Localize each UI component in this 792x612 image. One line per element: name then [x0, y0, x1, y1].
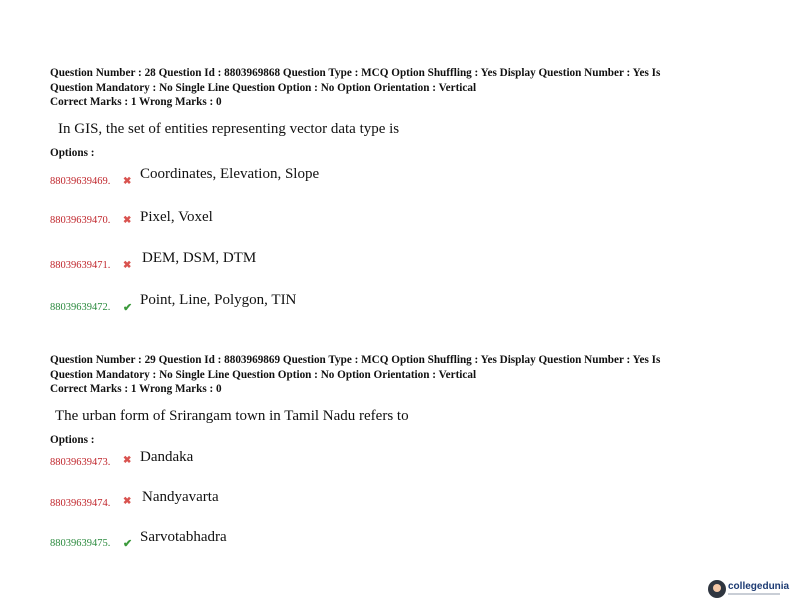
question-marks: Correct Marks : 1 Wrong Marks : 0	[50, 96, 222, 108]
option-id: 88039639475.	[50, 538, 111, 549]
cross-icon: ✖	[123, 455, 132, 466]
check-icon: ✔	[123, 538, 133, 550]
options-label: Options :	[50, 146, 95, 159]
option-id: 88039639472.	[50, 302, 111, 313]
option-text: Point, Line, Polygon, TIN	[140, 292, 297, 308]
option-text: Nandyavarta	[142, 489, 219, 505]
check-icon: ✔	[123, 302, 133, 314]
option-text: DEM, DSM, DTM	[142, 250, 257, 266]
option-text: Sarvotabhadra	[140, 529, 227, 545]
option-text: Dandaka	[140, 449, 194, 465]
question-meta	[50, 353, 740, 397]
student-avatar-icon	[708, 580, 726, 598]
cross-icon: ✖	[123, 215, 132, 226]
option-id: 88039639471.	[50, 260, 111, 271]
logo-tagline-bar	[728, 593, 780, 595]
question-marks: Correct Marks : 1 Wrong Marks : 0	[50, 383, 222, 395]
question-meta-line1: Question Number : 29 Question Id : 8803969869 Question Type : MCQ Option Shuffling : Yes Display Question Number : Yes Is	[50, 354, 661, 366]
option-text: Coordinates, Elevation, Slope	[140, 166, 320, 182]
option-id: 88039639469.	[50, 176, 111, 187]
cross-icon: ✖	[123, 176, 132, 187]
question-block-28	[50, 66, 740, 326]
question-meta	[50, 66, 740, 110]
option-text: Pixel, Voxel	[140, 209, 213, 225]
cross-icon: ✖	[123, 496, 132, 507]
options-label: Options :	[50, 433, 95, 446]
cross-icon: ✖	[123, 260, 132, 271]
option-id: 88039639470.	[50, 215, 111, 226]
option-id: 88039639473.	[50, 457, 111, 468]
question-block-29	[50, 353, 740, 563]
question-meta-line2: Question Mandatory : No Single Line Question Option : No Option Orientation : Vertical	[50, 368, 477, 381]
question-text: In GIS, the set of entities representing vector data type is	[58, 120, 400, 137]
question-meta-line2: Question Mandatory : No Single Line Question Option : No Option Orientation : Vertical	[50, 81, 477, 94]
collegedunia-logo	[708, 578, 790, 602]
question-text: The urban form of Srirangam town in Tamil Nadu refers to	[55, 407, 409, 424]
option-id: 88039639474.	[50, 498, 111, 509]
question-meta-line1: Question Number : 28 Question Id : 8803969868 Question Type : MCQ Option Shuffling : Yes Display Question Number : Yes Is	[50, 67, 661, 79]
logo-text: collegedunia	[728, 581, 790, 592]
